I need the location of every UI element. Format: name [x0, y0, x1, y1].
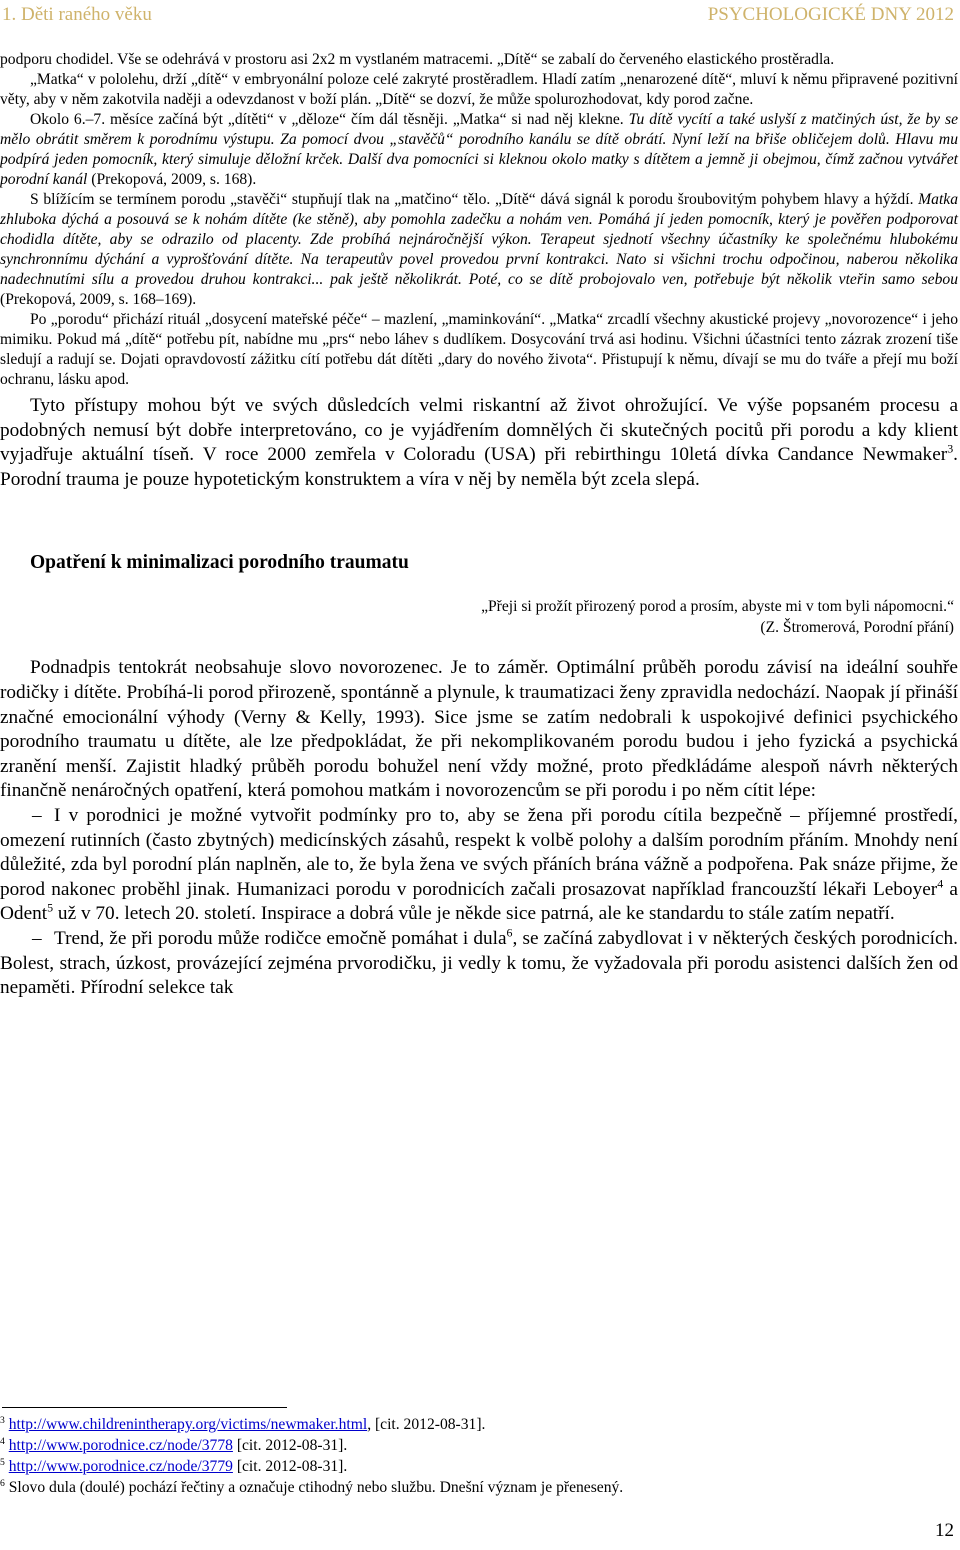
bullet-dash: – — [32, 927, 42, 949]
epigraph-source: (Z. Štromerová, Porodní přání) — [760, 619, 954, 637]
footnote-number: 6 — [0, 1477, 5, 1489]
footnote-3 — [0, 1414, 958, 1435]
bullet-dash: – — [32, 804, 42, 826]
paragraph-2: „Matka“ v pololehu, drží „dítě“ v embryonální poloze celé zakryté prostěradlem. Hladí zatím „nenarozené dítě“, mluví k němu připravené pozitivní věty, aby v něm zakotvila naději a odevzdanost v boží plán. „Dítě“ se dozví, že může spolurozhodovat, kdy porod začne. — [0, 71, 958, 108]
bullet-2 — [0, 927, 958, 1001]
footnote-number: 4 — [0, 1435, 5, 1447]
footnote-text: [cit. 2012-08-31]. — [232, 1437, 348, 1454]
footnote-5 — [0, 1456, 958, 1477]
footnotes — [0, 1407, 958, 1498]
bullet-2-text: Trend, že při porodu může rodičce emočně pomáhat i dula — [54, 927, 507, 949]
paragraph-6-text: Tyto přístupy mohou být ve svých důsledcích velmi riskantní až život ohrožující. Ve výše popsaném procesu a podobných nemusí být dobře interpretováno, co je vyjádřením domnělých či skutečných pocitů při porodu a kdy klient vyjadřuje aktuální tíseň. V roce 2000 zemřela v Coloradu (USA) při rebirthingu 10letá dívka Candance Newmaker — [0, 395, 958, 466]
paragraph-6 — [0, 394, 958, 492]
footnote-4 — [0, 1435, 958, 1456]
paragraph-4 — [0, 190, 958, 310]
paragraph-4-italic: Matka zhluboka dýchá a posouvá se k nohám dítěte (ke stěně), aby pomohla zadečku a nohám ven. Pomáhá jí jeden pomocník, který je pověřen podporovat chodidla dítěte, aby se odrazilo od placenty. Zde probíhá nejnáročnější výkon. Terapeut sjednotí všechny účastníky ke společnému hlubokému synchronnímu dýchání a vyprošťování dítěte. Na terapeutův povel provedou první kontrakci. Nato si všichni trochu odpočinou, naberou několika nadechnutími sílu a provedou druhou kontrakci... pak ještě několikrát. Poté, co se dítě probojovalo ven, potřebuje být několik vteřin samo sebou — [0, 191, 958, 288]
footnote-ref-3: 3 — [947, 441, 954, 456]
paragraph-3-text: Okolo 6.–7. měsíce začíná být „dítěti“ v „děloze“ čím dál těsněji. „Matka“ si nad něj klekne. — [30, 111, 629, 128]
running-header — [0, 0, 960, 32]
bullet-1 — [0, 804, 958, 927]
bullet-1-text-3: už v 70. letech 20. století. Inspirace a dobrá vůle je někde sice patrná, ale ke standardu to stále zatím nepatří. — [53, 903, 895, 925]
epigraph-quote: „Přeji si prožít přirozený porod a prosím, abyste mi v tom byli nápomocni.“ — [481, 598, 954, 616]
bullet-2-text-2: , se začíná zabydlovat i v některých českých porodnicích. Bolest, strach, úzkost, provázející zejména prvorodičku, ji vedly k tomu, že vyžadovala při porodu asistenci dalších žen od nepaměti. Přírodní selekce tak — [0, 927, 958, 999]
footnote-ref-5: 5 — [47, 900, 54, 915]
section-heading: Opatření k minimalizaci porodního traumatu — [30, 552, 409, 574]
paragraph-4-citation: (Prekopová, 2009, s. 168–169). — [0, 291, 197, 308]
footnote-number: 3 — [0, 1414, 5, 1426]
footnote-link[interactable]: http://www.childrenintherapy.org/victims/newmaker.html — [8, 1416, 368, 1433]
bullet-1-text: I v porodnici je možné vytvořit podmínky pro to, aby se žena při porodu cítila bezpečně – příjemné prostředí, omezení rutinních (často zbytných) medicínských zásahů, respekt k volbě polohy a dalším porodním přáním. Mnohdy není důležité, zda byl porodní plán naplněn, ale to, že byla žena ve svých přáních brána vážně a podpořena. Pak snáze přijme, že porod nakonec proběhl jinak. Humanizaci porodu v porodnicích začali prosazovat například francouzští lékaři Leboyer — [0, 804, 958, 900]
footnote-link[interactable]: http://www.porodnice.cz/node/3778 — [8, 1437, 233, 1454]
footnote-ref-4: 4 — [937, 876, 944, 891]
paragraph-5: Po „porodu“ přichází rituál „dosycení mateřské péče“ – mazlení, „maminkování“. „Matka“ zrcadlí všechny akustické projevy „novorozence“ i jeho mimiku. Pokud má „dítě“ potřebu pít, nabídne mu „prs“ nebo láhev s dudlíkem. Dosycování trvá asi hodinu. Všichni účastníci tento zázrak zrození tiše sledují a radují se. Dojati opravdovostí zážitku cítí potřebu dát dítěti „dary do nového života“. Přistupují k němu, dívají se mu do tváře a přejí mu boží ochranu, lásku apod. — [0, 311, 958, 388]
paragraph-7: Podnadpis tentokrát neobsahuje slovo novorozenec. Je to záměr. Optimální průběh porodu závisí na ideální souhře rodičky i dítěte. Probíhá-li porod přirozeně, spontánně a plynule, k traumatizaci ženy zpravidla nedochází. Naopak jí přináší značné emocionální výhody (Verny & Kelly, 1993). Sice jsme se zatím nedobrali k uspokojivé definici psychického porodního traumatu u dítěte, ale lze předpokládat, že při nekomplikovaném porodu budou i jeho fyzická a psychická zranění menší. Zajistit hladký průběh porodu bohužel není vždy možné, proto předkládáme alespoň návrh některých finančně nenáročných opatření, která pomohou matkám i novorozencům se při porodu i po něm cítit lépe: — [0, 657, 958, 802]
paragraph-1: podporu chodidel. Vše se odehrává v prostoru asi 2x2 m vystlaném matracemi. „Dítě“ se zabalí do červeného elastického prostěradla. — [0, 51, 835, 68]
footnote-text: [cit. 2012-08-31]. — [232, 1458, 348, 1475]
page-number: 12 — [935, 1520, 954, 1541]
epigraph — [0, 596, 958, 638]
header-chapter: 1. Děti raného věku — [2, 4, 152, 25]
paragraph-3 — [0, 110, 958, 190]
footnote-ref-6: 6 — [506, 925, 513, 940]
footnote-text: , [cit. 2012-08-31]. — [367, 1416, 486, 1433]
footnote-number: 5 — [0, 1456, 5, 1468]
paragraph-6-text-end: . Porodní trauma je pouze hypotetickým konstruktem a víra v něj by neměla být zcela slepá. — [0, 444, 958, 490]
footnote-separator — [2, 1407, 287, 1408]
paragraph-4-text: S blížícím se termínem porodu „stavěči“ stupňují tlak na „matčino“ tělo. „Dítě“ dává signál k porodu šroubovitým pohybem hlavy a hýždí. — [30, 191, 919, 208]
footnote-link[interactable]: http://www.porodnice.cz/node/3779 — [8, 1458, 233, 1475]
bullet-1-text-2: a Odent — [0, 878, 958, 925]
footnote-6 — [0, 1477, 958, 1498]
paragraph-3-citation: (Prekopová, 2009, s. 168). — [87, 171, 257, 188]
paragraph-3-italic: Tu dítě vycítí a také uslyší z matčiných úst, že by se mělo obrátit směrem k porodnímu výstupu. Za pomocí dvou „stavěčů“ porodního kanálu se dítě obrátí. Nyní leží na břiše obličejem dolů. Hlavu mu podpírá jeden pomocník, který simuluje děložní krček. Další dva pomocníci si kleknou okolo matky s dítětem a jemně ji obejmou, čímž začnou vytvářet porodní kanál — [0, 111, 959, 188]
footnote-text: Slovo dula (doulé) pochází řečtiny a označuje ctihodný nebo službu. Dnešní význam je přenesený. — [4, 1479, 624, 1496]
header-conference: PSYCHOLOGICKÉ DNY 2012 — [707, 4, 954, 25]
page-body — [0, 50, 958, 1001]
